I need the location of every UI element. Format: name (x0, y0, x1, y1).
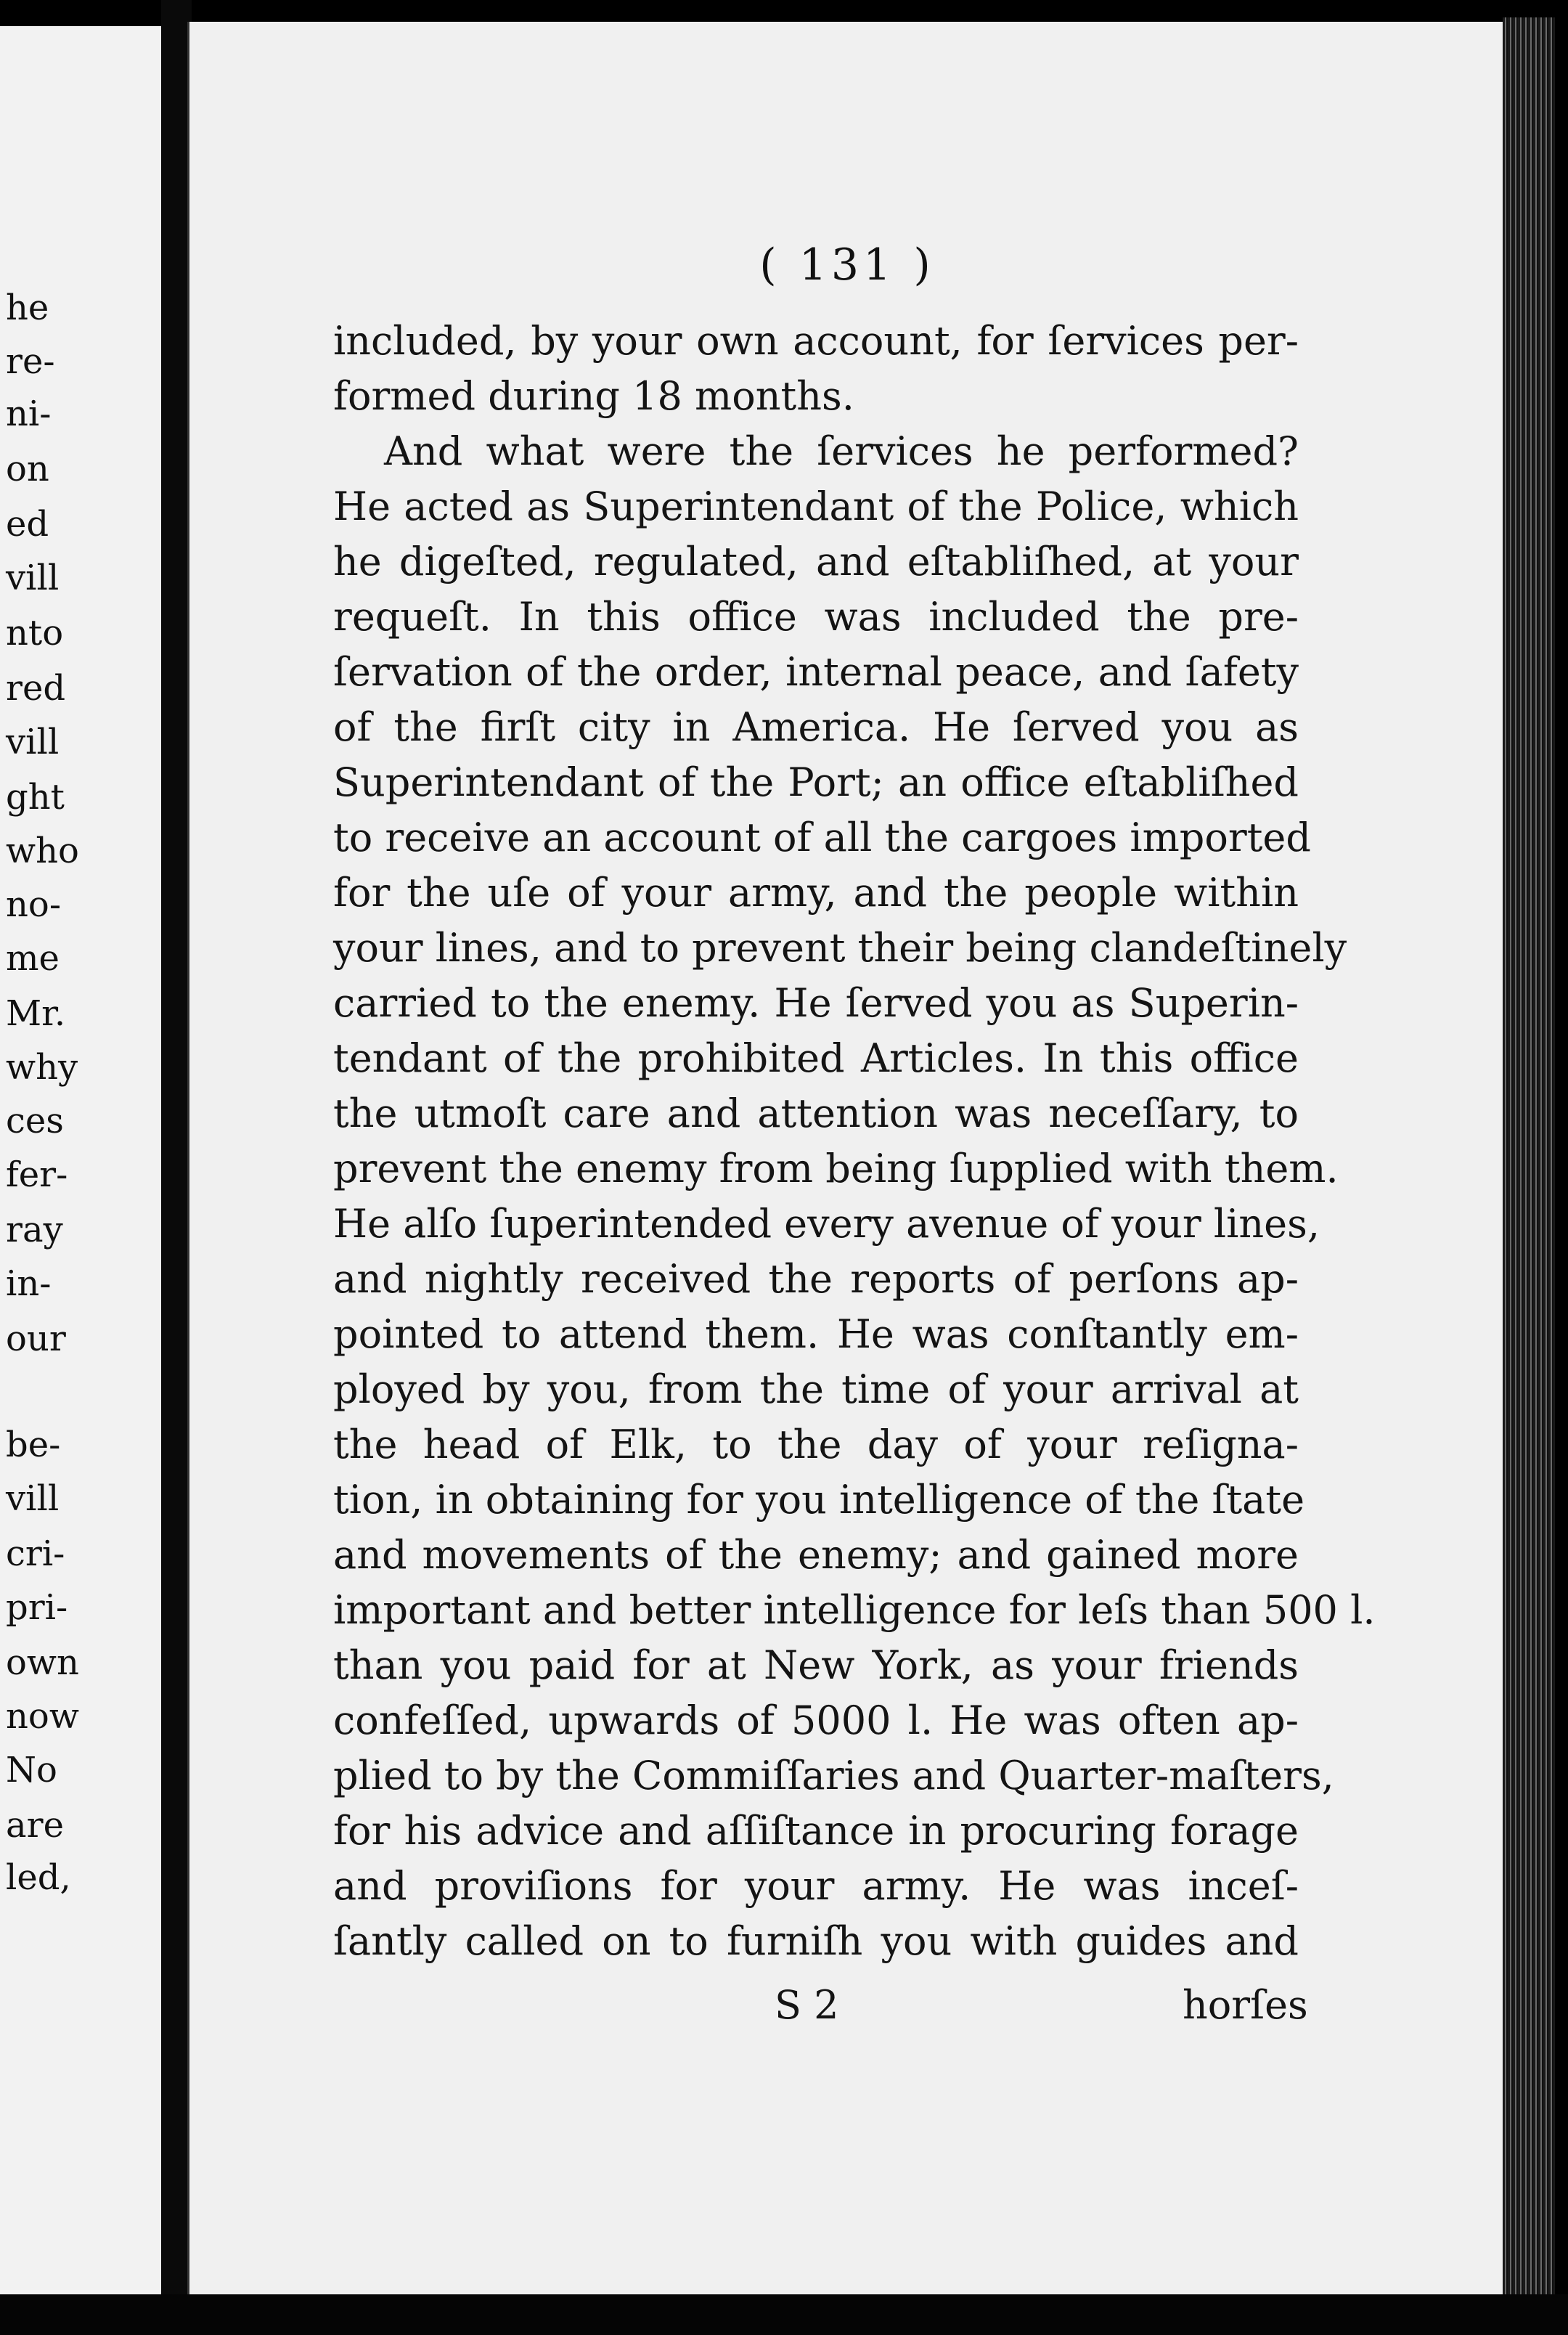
facing-page-fragment: why (6, 1047, 78, 1088)
facing-page-fragment: in- (6, 1263, 52, 1304)
facing-page-fragment: re- (6, 341, 55, 382)
facing-page-fragment: vill (6, 722, 60, 762)
text-line: ſantly called on to furniſh you with guides and (333, 1918, 1299, 1964)
text-line: He acted as Superintendant of the Police, which (333, 484, 1299, 529)
text-line: confeſſed, upwards of 5000 l. He was often ap- (333, 1698, 1299, 1743)
page-number: ( 131 ) (759, 240, 935, 290)
facing-page-fragment: ni- (6, 394, 52, 434)
facing-page-fragment: red (6, 668, 66, 709)
facing-page-fragment: be- (6, 1425, 61, 1465)
facing-page-fragment: ces (6, 1101, 64, 1141)
signature-mark: S 2 (775, 1982, 839, 2028)
facing-page-fragment: own (6, 1642, 79, 1683)
facing-page-fragment: ght (6, 777, 65, 818)
text-line: tion, in obtaining for you intelligence of the ſtate (333, 1477, 1305, 1523)
facing-page-fragment: on (6, 449, 49, 489)
facing-page (0, 26, 164, 2294)
body-text (333, 314, 1376, 1969)
facing-page-fragment: nto (6, 613, 64, 653)
text-line: Superintendant of the Port; an office eſtabliſhed (333, 759, 1299, 805)
text-line: important and better intelligence for leſs than 500 l. (333, 1587, 1376, 1633)
facing-page-fragment: ed (6, 504, 49, 545)
text-line: and nightly received the reports of perſons ap- (333, 1256, 1299, 1302)
text-line: and proviſions for your army. He was inceſ- (333, 1863, 1299, 1909)
text-line: he digeſted, regulated, and eſtabliſhed, at your (333, 539, 1299, 584)
text-line: He alſo ſuperintended every avenue of your lines, (333, 1201, 1320, 1247)
facing-page-fragment: led, (6, 1857, 71, 1898)
text-line: for the uſe of your army, and the people within (333, 870, 1299, 916)
facing-page-fragment: who (6, 831, 79, 871)
facing-page-fragment: pri- (6, 1587, 68, 1628)
text-line: ployed by you, from the time of your arrival at (333, 1366, 1299, 1412)
facing-page-fragment: fer- (6, 1154, 68, 1195)
facing-page-fragment: he (6, 288, 49, 328)
facing-page-fragment: ray (6, 1210, 63, 1250)
text-line: carried to the enemy. He ſerved you as Superin- (333, 980, 1299, 1026)
text-line: And what were the ſervices he performed? (384, 428, 1299, 474)
text-line: the utmoſt care and attention was neceſſary, to (333, 1091, 1299, 1136)
text-line: included, by your own account, for ſervices per- (333, 318, 1299, 364)
text-line: requeſt. In this office was included the pre- (333, 594, 1299, 640)
text-line: pointed to attend them. He was conſtantly em- (333, 1311, 1299, 1357)
book-page (187, 22, 1505, 2294)
text-line: formed during 18 months. (333, 373, 854, 419)
text-line: to receive an account of all the cargoes imported (333, 815, 1311, 860)
facing-page-fragment: are (6, 1805, 64, 1846)
facing-page-fragment: vill (6, 1478, 60, 1519)
text-line: ſervation of the order, internal peace, and ſafety (333, 649, 1299, 695)
facing-page-fragment: no- (6, 884, 62, 925)
facing-page-fragment: our (6, 1319, 66, 1359)
facing-page-fragment: cri- (6, 1533, 65, 1574)
facing-page-fragment: me (6, 938, 60, 979)
text-line: your lines, and to prevent their being clandeſtinely (333, 925, 1347, 971)
catchword: horſes (1183, 1982, 1308, 2028)
text-line: tendant of the prohibited Articles. In this office (333, 1035, 1299, 1081)
facing-page-fragment: vill (6, 558, 60, 598)
text-line: plied to by the Commiſſaries and Quarter-maſters, (333, 1753, 1334, 1798)
scan-border (0, 2294, 1568, 2335)
text-line: for his advice and aſſiſtance in procuring forage (333, 1808, 1299, 1854)
text-line: and movements of the enemy; and gained more (333, 1532, 1299, 1578)
text-line: than you paid for at New York, as your friends (333, 1642, 1299, 1688)
facing-page-fragment: No (6, 1750, 57, 1790)
facing-page-fragment: now (6, 1696, 79, 1737)
page-edges (1503, 17, 1555, 2305)
facing-page-fragment: Mr. (6, 993, 66, 1034)
text-line: prevent the enemy from being ſupplied with them. (333, 1146, 1339, 1191)
text-line: of the firſt city in America. He ſerved you as (333, 704, 1299, 750)
text-line: the head of Elk, to the day of your reſigna- (333, 1422, 1299, 1467)
